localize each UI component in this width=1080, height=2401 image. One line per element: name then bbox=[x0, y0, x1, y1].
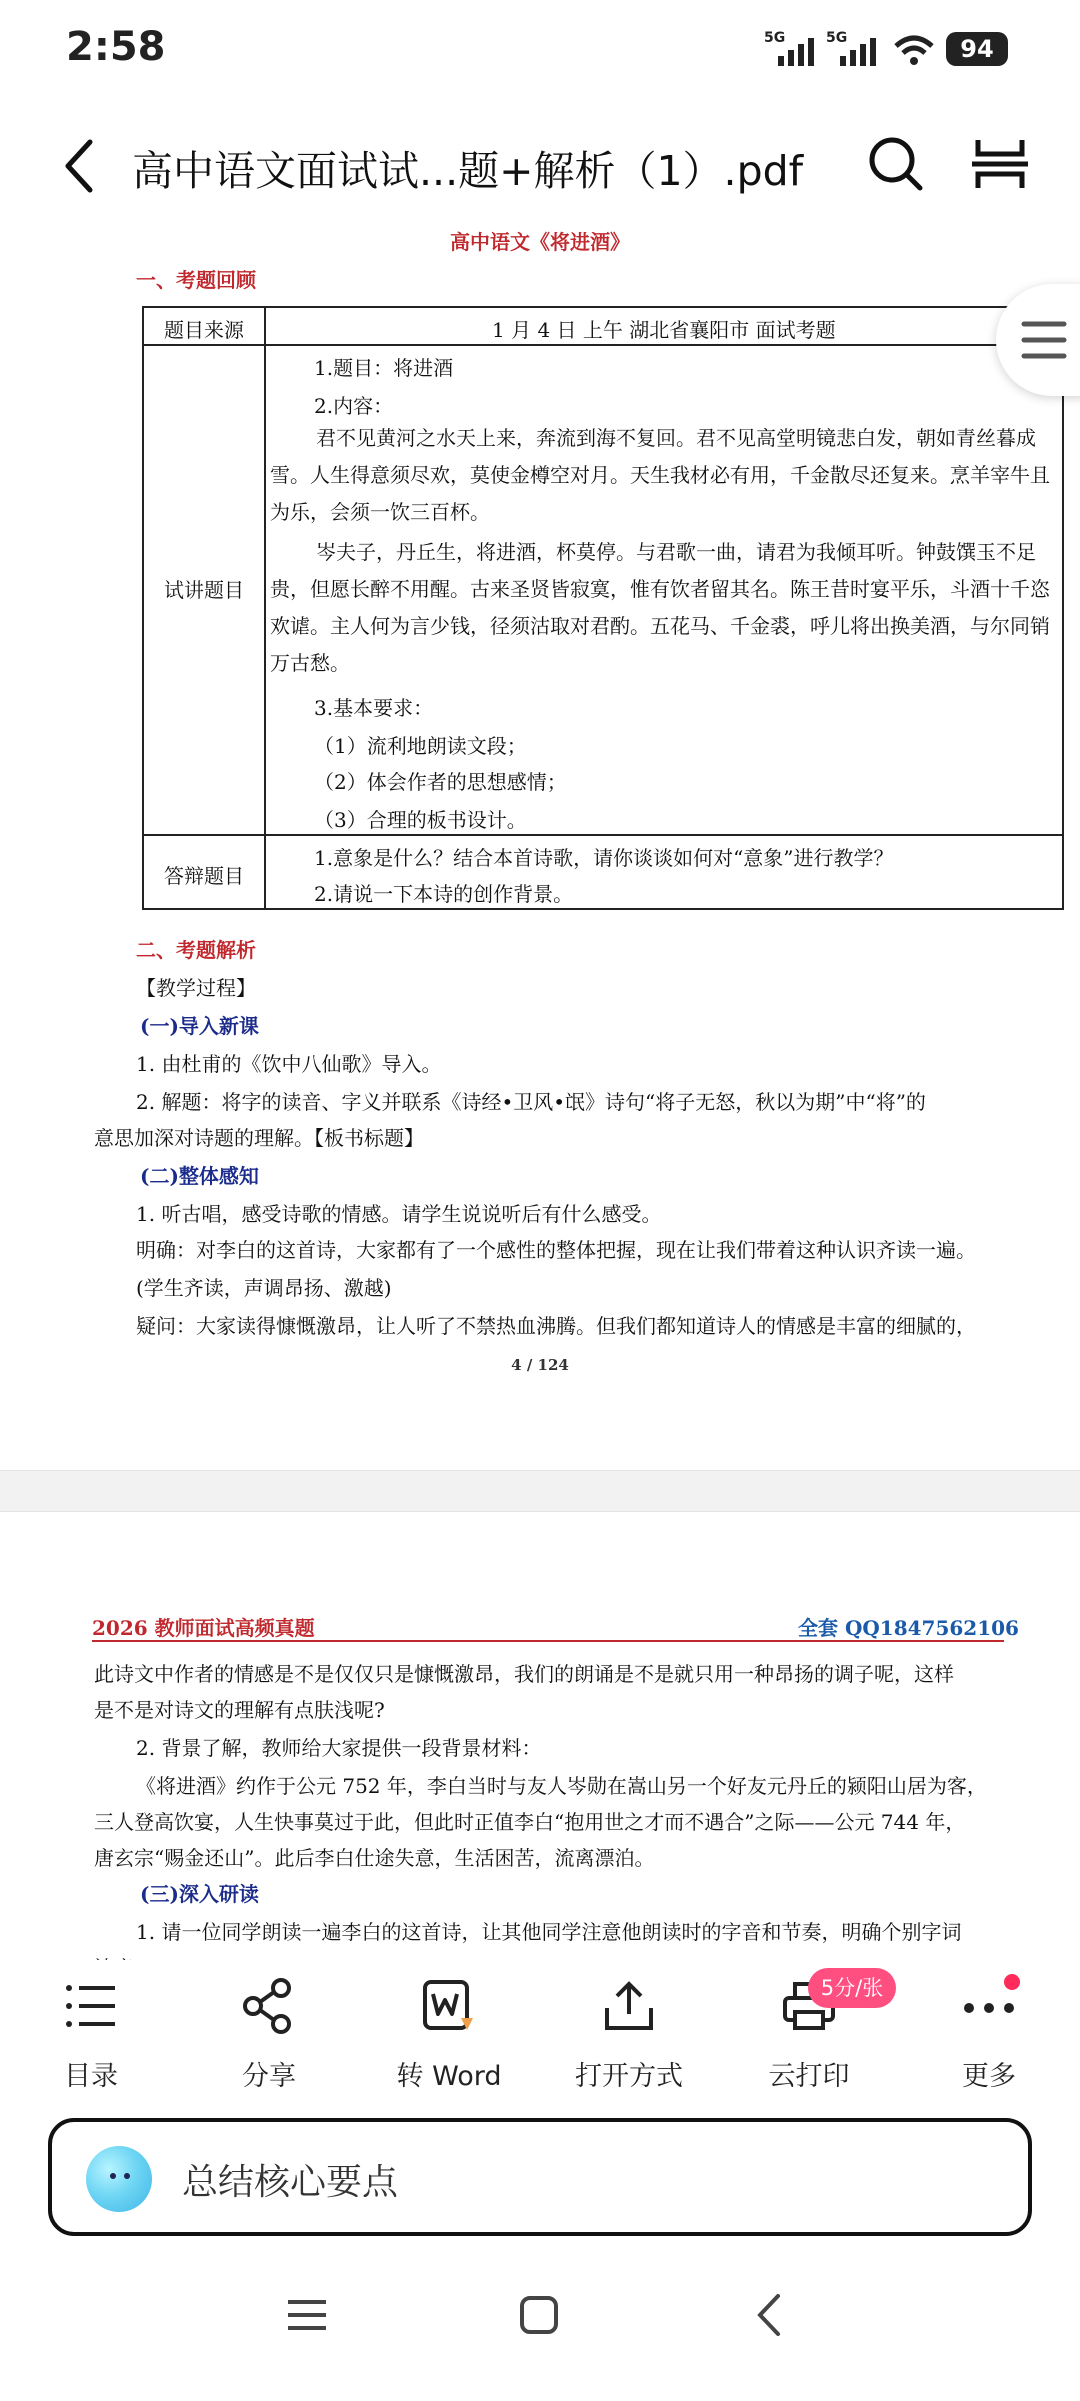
requirement-3: （3）合理的板书设计。 bbox=[314, 808, 527, 832]
page-number: 4 / 124 bbox=[511, 1356, 569, 1374]
summary-label: 总结核心要点 bbox=[182, 2162, 399, 2203]
table-label-defense: 答辩题目 bbox=[164, 864, 244, 888]
battery-indicator: 94 bbox=[946, 32, 1008, 66]
summary-button[interactable] bbox=[48, 2118, 1032, 2236]
table-label-lecture: 试讲题目 bbox=[164, 578, 244, 602]
requirements-heading: 3.基本要求： bbox=[314, 696, 434, 720]
body-line: 是不是对诗文的理解有点肤浅呢? bbox=[94, 1698, 385, 1722]
signal-icon-2 bbox=[826, 28, 888, 68]
list-icon bbox=[63, 1978, 119, 2034]
back-arrow-icon[interactable] bbox=[60, 136, 100, 196]
toolbar-label: 转 Word bbox=[396, 2061, 502, 2092]
assistant-avatar-icon bbox=[86, 2146, 152, 2212]
exam-table bbox=[142, 306, 1064, 910]
body-line: 1. 由杜甫的《饮中八仙歌》导入。 bbox=[136, 1052, 442, 1076]
print-price-badge: 5分/张 bbox=[808, 1968, 896, 2008]
body-line: 1. 听古唱，感受诗歌的情感。请学生说说听后有什么感受。 bbox=[136, 1202, 662, 1226]
subheading-intro: (一)导入新课 bbox=[140, 1014, 259, 1038]
system-nav-bar bbox=[0, 2270, 1080, 2401]
subheading-study: (三)深入研读 bbox=[140, 1882, 259, 1906]
page-heading: 高中语文《将进酒》 bbox=[450, 230, 630, 254]
body-line: 三人登高饮宴，人生快事莫过于此，但此时正值李白“抱用世之才而不遇合”之际——公元 744 年， bbox=[94, 1810, 966, 1834]
face-icon bbox=[86, 2146, 152, 2212]
signal-icon bbox=[764, 28, 826, 68]
body-line: 明确：对李白的这首诗，大家都有了一个感性的整体把握，现在让我们带着这种认识齐读一遍。 bbox=[136, 1238, 976, 1262]
body-line: 唐玄宗“赐金还山”。此后李白仕途失意，生活困苦，流离漂泊。 bbox=[94, 1846, 655, 1870]
body-line: 1. 请一位同学朗读一遍李白的这首诗，让其他同学注意他朗读时的字音和节奏，明确个别字词 bbox=[136, 1920, 962, 1944]
wifi-icon bbox=[892, 34, 936, 68]
body-line: 2. 背景了解，教师给大家提供一段背景材料： bbox=[136, 1736, 542, 1760]
body-line: 此诗文中作者的情感是不是仅仅只是慷慨激昂，我们的朗诵是不是就只用一种昂扬的调子呢，这样 bbox=[94, 1662, 954, 1686]
page-header-left: 2026 教师面试高频真题 bbox=[92, 1616, 315, 1640]
word-icon bbox=[421, 1978, 477, 2034]
notification-dot bbox=[1004, 1974, 1020, 1990]
requirement-2: （2）体会作者的思想感情； bbox=[314, 770, 567, 794]
lecture-item-2: 2.内容： bbox=[314, 394, 394, 418]
toolbar-label: 目录 bbox=[64, 2061, 118, 2092]
svg-text:5G: 5G bbox=[826, 30, 848, 46]
section-heading-2: 二、考题解析 bbox=[136, 938, 256, 962]
body-line: 疑问：大家读得慷慨激昂，让人听了不禁热血沸腾。但我们都知道诗人的情感是丰富的细腻的， bbox=[136, 1314, 976, 1338]
search-icon[interactable] bbox=[866, 134, 926, 194]
poem-paragraph-1: 君不见黄河之水天上来，奔流到海不复回。君不见高堂明镜悲白发，朝如青丝暮成雪。人生得意须尽欢，莫使金樽空对月。天生我材必有用，千金散尽还复来。烹羊宰牛且为乐，会须一饮三百杯。 bbox=[270, 426, 1050, 524]
requirement-1: （1）流利地朗读文段； bbox=[314, 734, 527, 758]
toolbar-label: 打开方式 bbox=[575, 2061, 683, 2092]
body-line: 意思加深对诗题的理解。【板书标题】 bbox=[94, 1126, 424, 1150]
toolbar-label: 云打印 bbox=[768, 2061, 850, 2092]
document-title: 高中语文面试试...题+解析（1）.pdf bbox=[132, 147, 804, 195]
page-header-right: 全套 QQ1847562106 bbox=[798, 1616, 1019, 1640]
status-bar bbox=[0, 0, 1080, 100]
toolbar-label: 更多 bbox=[962, 2061, 1016, 2092]
section-heading-1: 一、考题回顾 bbox=[136, 268, 256, 292]
poem-paragraph-2: 岑夫子，丹丘生，将进酒，杯莫停。与君歌一曲，请君为我倾耳听。钟鼓馔玉不足贵，但愿长醉不用醒。古来圣贤皆寂寞，惟有饮者留其名。陈王昔时宴平乐，斗酒十千恣欢谑。主人何为言少钱，径须沽取对君酌。五花马、千金裘，呼儿将出换美酒，与尔同销万古愁。 bbox=[270, 540, 1050, 675]
toolbar-label: 分享 bbox=[242, 2061, 296, 2092]
defense-question-2: 2.请说一下本诗的创作背景。 bbox=[314, 882, 574, 906]
body-line: 2. 解题：将字的读音、字义并联系《诗经•卫风•氓》诗句“将子无怒，秋以为期”中“将”的 bbox=[136, 1090, 926, 1114]
scan-icon[interactable] bbox=[972, 136, 1028, 192]
upload-icon bbox=[601, 1978, 657, 2034]
app-header bbox=[0, 110, 1080, 220]
subheading-overview: (二)整体感知 bbox=[140, 1164, 259, 1188]
share-icon bbox=[241, 1978, 297, 2034]
bottom-toolbar bbox=[0, 1960, 1080, 2090]
defense-question-1: 1.意象是什么？结合本首诗歌，请你谈谈如何对“意象”进行教学？ bbox=[314, 846, 894, 870]
svg-text:5G: 5G bbox=[764, 30, 786, 46]
header-rule bbox=[92, 1640, 1004, 1642]
status-time: 2:58 bbox=[66, 24, 166, 70]
teaching-process-label: 【教学过程】 bbox=[136, 976, 256, 1000]
body-line: 《将进酒》约作于公元 752 年，李白当时与友人岑勋在嵩山另一个好友元丹丘的颍阳山居为客， bbox=[136, 1774, 987, 1798]
home-icon[interactable] bbox=[514, 2290, 564, 2340]
menu-icon bbox=[1016, 310, 1076, 370]
recent-apps-icon[interactable] bbox=[282, 2290, 332, 2340]
page-separator bbox=[0, 1470, 1080, 1512]
lecture-item-1: 1.题目：将进酒 bbox=[314, 356, 454, 380]
table-label-source: 题目来源 bbox=[164, 318, 244, 342]
table-value-source: 1 月 4 日 上午 湖北省襄阳市 面试考题 bbox=[492, 318, 836, 342]
back-icon[interactable] bbox=[746, 2290, 796, 2340]
body-line: (学生齐读，声调昂扬、激越) bbox=[136, 1276, 392, 1300]
